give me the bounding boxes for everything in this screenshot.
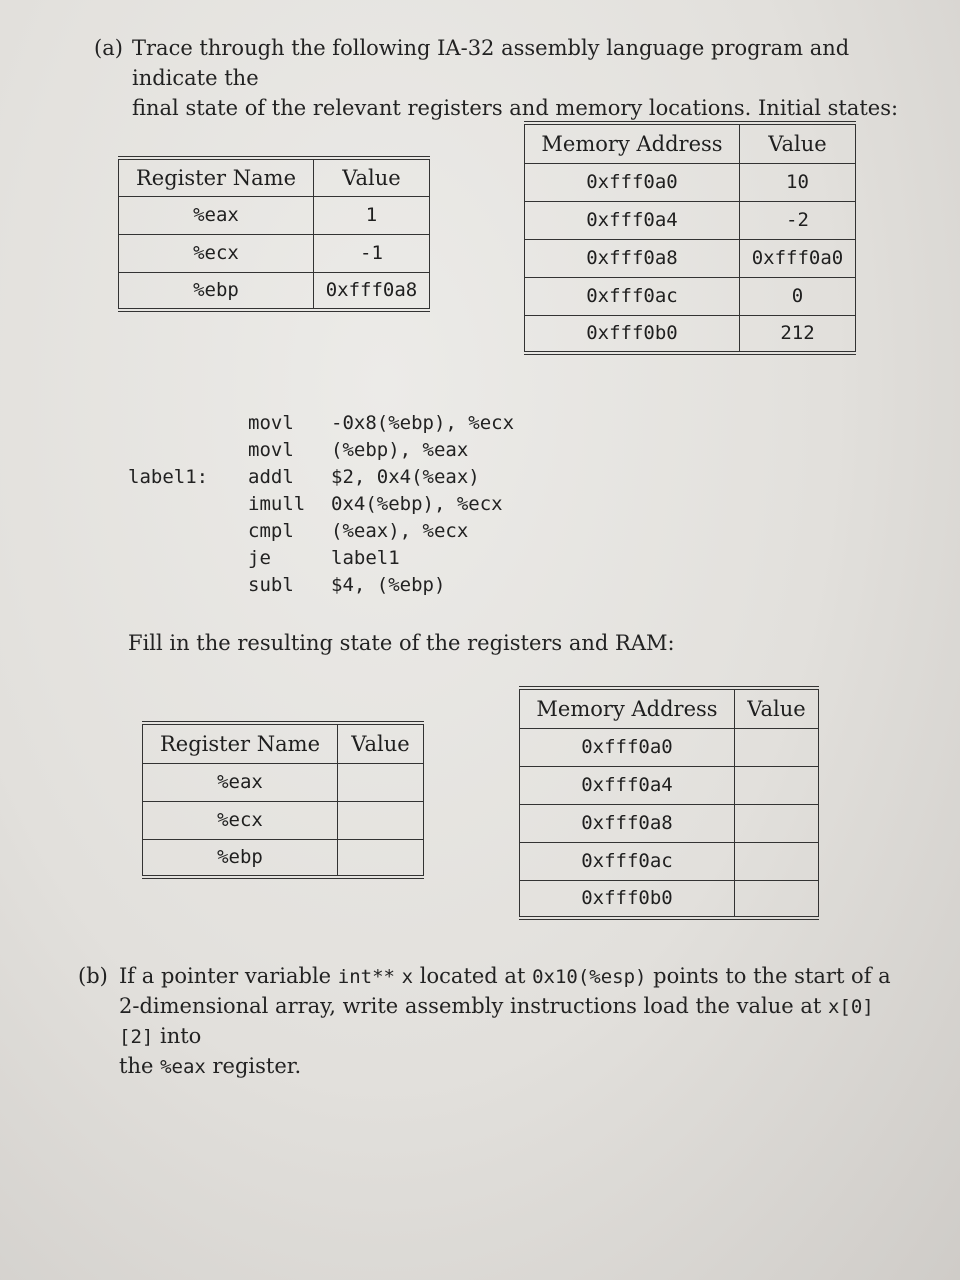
initial-register-header-value: Value: [314, 158, 430, 196]
part-b-text: 2-dimensional array, write assembly instructions load the value at: [119, 994, 828, 1018]
part-b-code-var: x: [401, 966, 414, 988]
result-memory-table: [519, 686, 819, 920]
code-opcode: movl: [248, 439, 294, 461]
part-b-code-location: 0x10(%esp): [532, 966, 647, 988]
code-operands: (%eax), %ecx: [331, 520, 469, 542]
initial-memory-address: 0xfff0ac: [525, 277, 740, 315]
part-a-question: [94, 33, 924, 123]
part-b-question: [78, 962, 908, 1082]
initial-register-header-name: Register Name: [119, 158, 314, 196]
part-b-text: [395, 964, 402, 988]
part-b-text: into: [153, 1024, 202, 1048]
result-register-table: [142, 721, 424, 879]
code-opcode: movl: [248, 412, 294, 434]
initial-memory-address: 0xfff0a0: [525, 163, 740, 201]
result-memory-value-cell[interactable]: [735, 880, 819, 918]
result-register-value-cell[interactable]: [338, 763, 424, 801]
part-a-label: (a): [94, 36, 123, 60]
initial-memory-address: 0xfff0a8: [525, 239, 740, 277]
initial-memory-value: -2: [740, 201, 856, 239]
code-opcode: subl: [248, 574, 294, 596]
fill-in-prompt: Fill in the resulting state of the registers and RAM:: [128, 631, 675, 655]
initial-memory-address: 0xfff0a4: [525, 201, 740, 239]
code-operands: $2, 0x4(%eax): [331, 466, 480, 488]
initial-register-table: [118, 156, 430, 312]
result-memory-address: 0xfff0a4: [520, 766, 735, 804]
initial-register-name: %ecx: [119, 234, 314, 272]
result-register-value-cell[interactable]: [338, 801, 424, 839]
part-b-code-register: %eax: [160, 1056, 206, 1078]
part-a-line-2: final state of the relevant registers and memory locations. Initial states:: [132, 96, 899, 120]
result-memory-header-address: Memory Address: [520, 688, 735, 728]
result-memory-address: 0xfff0a8: [520, 804, 735, 842]
part-b-text: located at: [413, 964, 533, 988]
code-operands: 0x4(%ebp), %ecx: [331, 493, 503, 515]
result-memory-address: 0xfff0ac: [520, 842, 735, 880]
result-memory-value-cell[interactable]: [735, 728, 819, 766]
code-operands: (%ebp), %eax: [331, 439, 469, 461]
part-a-line-1: Trace through the following IA-32 assembly language program and indicate the: [132, 36, 850, 90]
result-register-value-cell[interactable]: [338, 839, 424, 877]
initial-memory-table: [524, 121, 856, 355]
initial-register-name: %ebp: [119, 272, 314, 310]
initial-register-value: 1: [314, 196, 430, 234]
initial-register-value: 0xfff0a8: [314, 272, 430, 310]
initial-register-name: %eax: [119, 196, 314, 234]
part-b-line-1: [119, 962, 908, 992]
code-opcode: addl: [248, 466, 294, 488]
part-b-code-element: x[0][2]: [119, 996, 874, 1048]
result-register-name: %eax: [143, 763, 338, 801]
result-memory-value-cell[interactable]: [735, 842, 819, 880]
code-operands: label1: [331, 547, 400, 569]
initial-memory-value: 0xfff0a0: [740, 239, 856, 277]
part-b-text: points to the start of a: [646, 964, 891, 988]
result-register-name: %ebp: [143, 839, 338, 877]
part-b-code-type: int**: [337, 966, 395, 988]
result-memory-value-cell[interactable]: [735, 804, 819, 842]
initial-memory-value: 212: [740, 315, 856, 353]
code-operands: -0x8(%ebp), %ecx: [331, 412, 515, 434]
part-b-label: (b): [78, 964, 108, 988]
result-register-header-value: Value: [338, 723, 424, 763]
initial-memory-value: 10: [740, 163, 856, 201]
part-b-text: the: [119, 1054, 161, 1078]
part-b-line-3: [119, 1052, 908, 1082]
part-b-line-2: [119, 992, 908, 1052]
part-b-text: If a pointer variable: [119, 964, 338, 988]
result-register-name: %ecx: [143, 801, 338, 839]
initial-memory-header-value: Value: [740, 123, 856, 163]
code-label: label1:: [128, 466, 209, 488]
result-memory-value-cell[interactable]: [735, 766, 819, 804]
initial-memory-header-address: Memory Address: [525, 123, 740, 163]
initial-memory-address: 0xfff0b0: [525, 315, 740, 353]
code-opcode: cmpl: [248, 520, 294, 542]
code-opcode: je: [248, 547, 271, 569]
result-register-header-name: Register Name: [143, 723, 338, 763]
result-memory-header-value: Value: [735, 688, 819, 728]
initial-register-value: -1: [314, 234, 430, 272]
code-operands: $4, (%ebp): [331, 574, 446, 596]
part-b-text: register.: [205, 1054, 302, 1078]
code-opcode: imull: [248, 493, 306, 515]
result-memory-address: 0xfff0a0: [520, 728, 735, 766]
initial-memory-value: 0: [740, 277, 856, 315]
result-memory-address: 0xfff0b0: [520, 880, 735, 918]
